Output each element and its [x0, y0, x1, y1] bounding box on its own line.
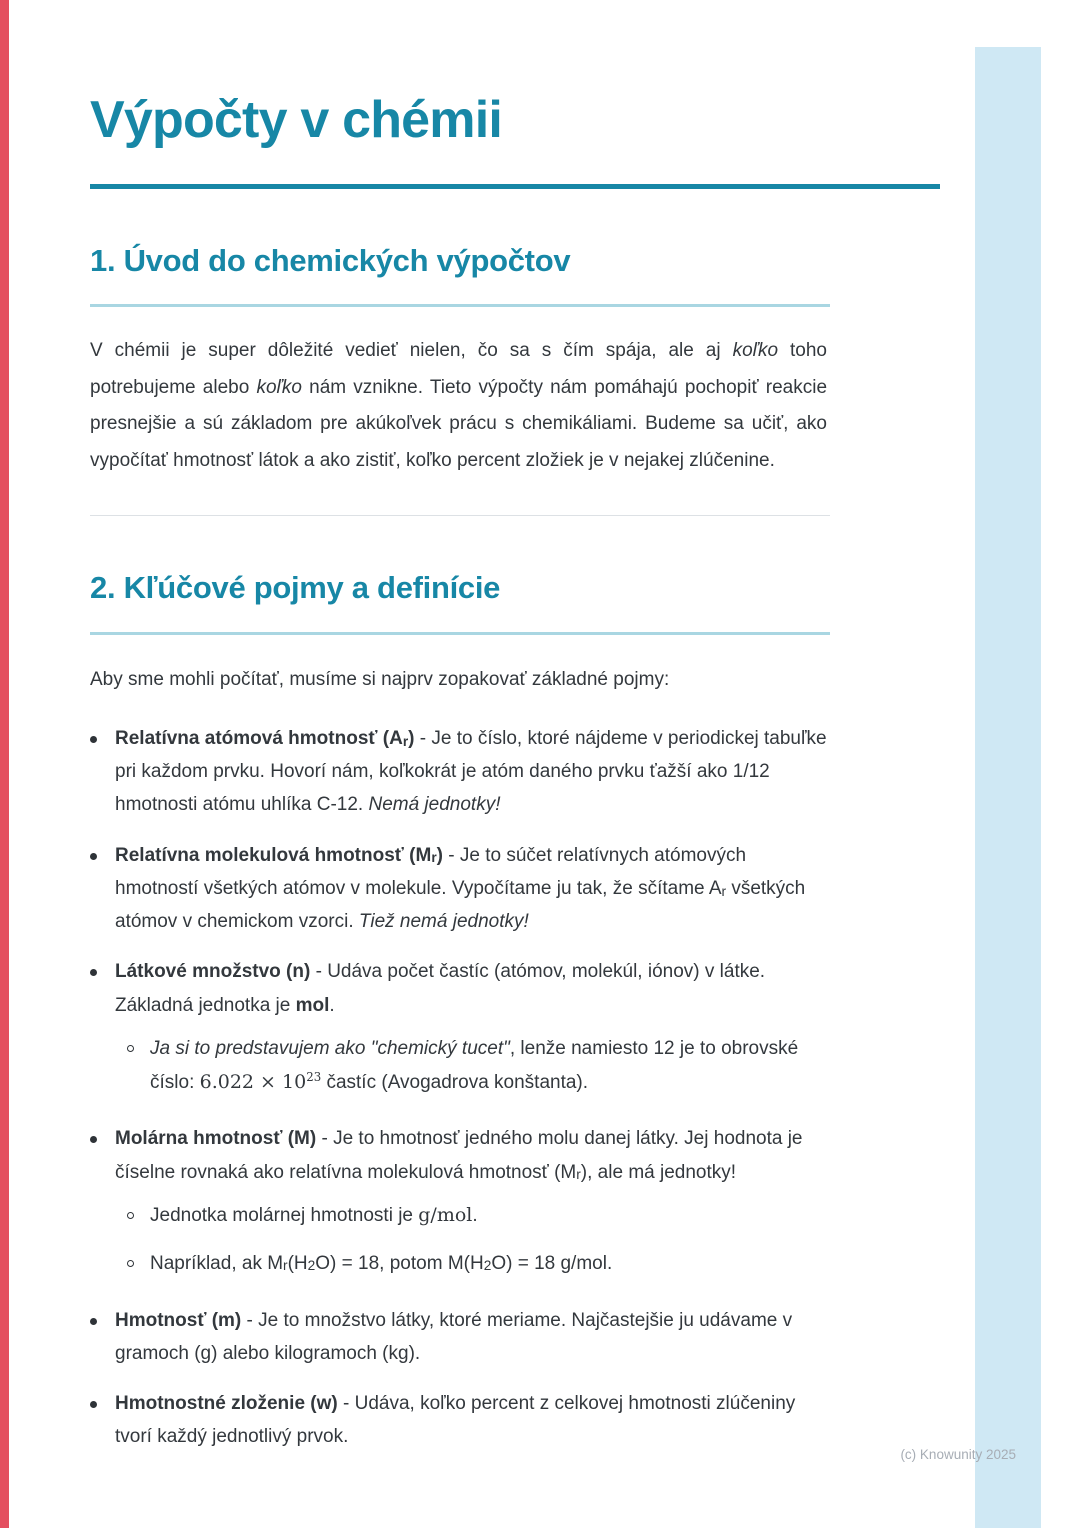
document-page [90, 0, 940, 1454]
list-item-text [115, 955, 832, 1105]
sub-list-item-text [150, 1199, 832, 1233]
text-segment: r [402, 733, 409, 749]
section-1-paragraph [90, 333, 827, 479]
bullet-dot [90, 1401, 97, 1408]
text-segment: - Je to množstvo látky, ktoré meriame. Najčastejšie ju udávame v gramoch (g) alebo kilogramoch (kg). [115, 1309, 793, 1364]
text-segment: mol [295, 994, 330, 1016]
text-segment: O) = 18, potom M(H [315, 1252, 484, 1274]
sub-list [127, 1032, 832, 1100]
text-segment: ) [436, 844, 443, 866]
text-segment: r [283, 1258, 288, 1274]
text-segment: - Je to číslo, ktoré nájdeme v periodickej tabuľke pri každom prvku. Hovorí nám, koľkokrát je atóm daného prvku ťažší ako 1/12 hmotnosti atómu uhlíka C-12. [115, 727, 827, 816]
section-intro [90, 243, 940, 479]
list-item [90, 839, 832, 939]
bullet-dot [90, 853, 97, 860]
bullet-dot [90, 1136, 97, 1143]
list-item-text [115, 1387, 832, 1454]
text-segment: 6.022 × 10 [199, 1070, 307, 1093]
text-segment: Hmotnosť (m) [115, 1309, 242, 1331]
text-segment: Tiež nemá jednotky! [358, 911, 529, 933]
text-segment: 23 [306, 1070, 322, 1085]
section-2-underline [90, 632, 830, 635]
text-segment: V chémii je super dôležité vedieť nielen, čo sa s čím spája, ale aj [90, 340, 733, 362]
list-item [90, 1122, 832, 1286]
text-segment: O) = 18 g/mol. [491, 1252, 613, 1274]
sub-list-item-text [150, 1247, 832, 1281]
text-segment: 2 [483, 1258, 492, 1274]
section-key-terms [90, 570, 940, 1453]
sub-list-item [127, 1199, 832, 1233]
text-segment: . [329, 994, 335, 1016]
text-segment: g/mol [418, 1203, 473, 1226]
text-segment: ) [408, 727, 415, 749]
list-item [90, 955, 832, 1105]
left-accent-stripe [0, 0, 9, 1528]
section-1-heading: 1. Úvod do chemických výpočtov [90, 243, 571, 279]
text-segment: , lenže namiesto 12 je to obrovské číslo: [150, 1037, 799, 1093]
copyright-footer: (c) Knowunity 2025 [900, 1447, 1016, 1462]
text-segment: Hmotnostné zloženie (w) [115, 1393, 338, 1415]
text-segment: - Udáva, koľko percent z celkovej hmotnosti zlúčeniny tvorí každý jednotlivý prvok. [115, 1393, 796, 1448]
bullet-dot [90, 969, 97, 976]
text-segment: Molárna hmotnosť (M) [115, 1128, 317, 1150]
section-1-underline [90, 304, 830, 307]
text-segment: - Udáva počet častíc (atómov, molekúl, iónov) v látke. Základná jednotka je [115, 961, 766, 1016]
sub-bullet-circle [127, 1212, 134, 1219]
text-segment: Nemá jednotky! [368, 794, 501, 816]
list-item [90, 1304, 832, 1371]
key-terms-list [90, 722, 832, 1454]
sub-bullet-circle [127, 1045, 134, 1052]
section-2-intro: Aby sme mohli počítať, musíme si najprv zopakovať základné pojmy: [90, 668, 670, 690]
text-segment: všetkých atómov v chemickom vzorci. [115, 877, 806, 933]
list-item [90, 1387, 832, 1454]
list-item-text [115, 839, 832, 939]
bullet-dot [90, 1318, 97, 1325]
list-item-text [115, 722, 832, 822]
text-segment: Ja si to predstavujem ako "chemický tucet" [150, 1037, 510, 1059]
text-segment: 2 [307, 1258, 316, 1274]
sub-bullet-circle [127, 1260, 134, 1267]
list-item-text [115, 1304, 832, 1371]
sub-list [127, 1199, 832, 1281]
sub-list-item-text [150, 1032, 832, 1100]
text-segment: častíc (Avogadrova konštanta). [321, 1071, 589, 1093]
list-item [90, 722, 832, 822]
text-segment: koľko [256, 376, 302, 398]
text-segment: . [472, 1204, 478, 1226]
section-divider [90, 515, 830, 516]
text-segment: (H [287, 1252, 308, 1274]
list-item-text [115, 1122, 832, 1286]
text-segment: toho potrebujeme alebo [90, 340, 827, 398]
text-segment: Relatívna molekulová hmotnosť (M [115, 844, 432, 866]
text-segment: nám vznikne. Tieto výpočty nám pomáhajú pochopiť reakcie presnejšie a sú základom pre akúkoľvek prácu s chemikáliami. Budeme sa učiť, ako vypočítať hmotnosť látok a ako zistiť, koľko percent zložiek je v nejakej zlúčenine. [90, 376, 828, 471]
right-accent-stripe [975, 47, 1041, 1528]
text-segment: r [431, 850, 437, 866]
text-segment: Jednotka molárnej hmotnosti je [150, 1204, 419, 1226]
text-segment: Látkové množstvo (n) [115, 961, 311, 983]
text-segment: r [721, 883, 727, 899]
text-segment: - Je to súčet relatívnych atómových hmotností všetkých atómov v molekule. Vypočítame ju tak, že sčítame A [115, 844, 747, 899]
text-segment: - Je to hmotnosť jedného molu danej látky. Jej hodnota je číselne rovnaká ako relatívna molekulová hmotnosť (M [115, 1128, 803, 1183]
sub-list-item [127, 1032, 832, 1100]
text-segment: ), ale má jednotky! [580, 1161, 737, 1183]
bullet-dot [90, 736, 97, 743]
section-2-heading: 2. Kľúčové pojmy a definície [90, 570, 501, 606]
page-title: Výpočty v chémii [90, 91, 503, 149]
title-rule [90, 184, 940, 189]
text-segment: r [576, 1167, 581, 1183]
text-segment: Relatívna atómová hmotnosť (A [115, 727, 403, 749]
sub-list-item [127, 1247, 832, 1281]
text-segment: koľko [732, 340, 779, 362]
text-segment: Napríklad, ak M [150, 1252, 284, 1274]
